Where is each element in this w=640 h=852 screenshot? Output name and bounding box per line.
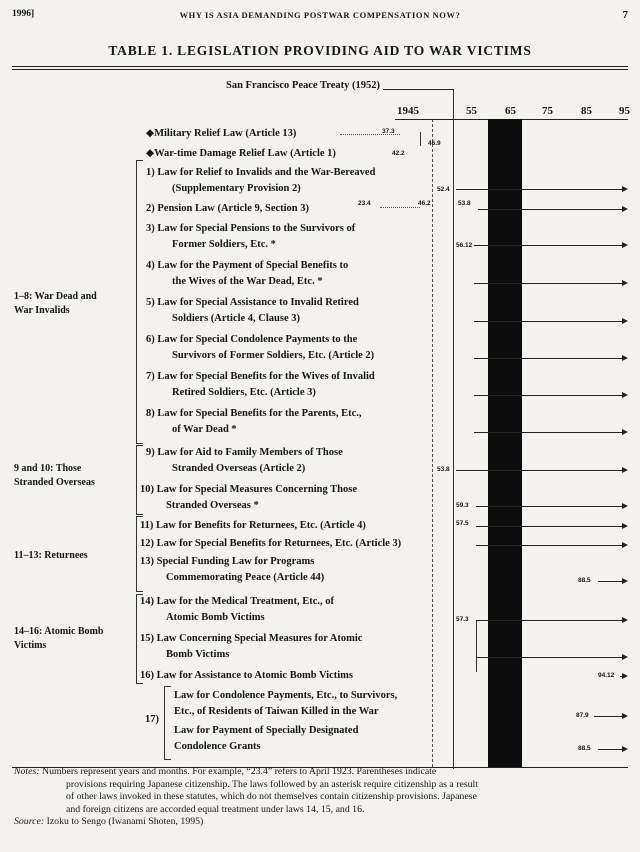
law-text: 12) Law for Special Benefits for Returnees, Etc. (Article 3)	[140, 538, 402, 549]
law-text: 10) Law for Special Measures Concerning Those	[140, 484, 357, 495]
notes-text: Numbers represent years and months. For example, “23.4” refers to April 1923. Parentheses indicate	[42, 766, 437, 777]
date-label: 87.9	[576, 712, 589, 719]
source-text: Izoku to Sengo (Iwanami Shoten, 1995)	[46, 816, 204, 827]
timeline-bar	[594, 716, 626, 717]
rule-top-2	[12, 69, 628, 70]
date-label: 52.4	[437, 186, 450, 193]
timeline-bar	[476, 620, 626, 621]
group-label	[14, 549, 88, 563]
group-label-line: 11–13: Returnees	[14, 550, 88, 561]
timeline-bar	[598, 749, 626, 750]
law-text: (Supplementary Provision 2)	[172, 183, 301, 194]
timeline-bar	[476, 506, 626, 507]
law-text: the Wives of the War Dead, Etc. *	[172, 276, 323, 287]
law-text: ◆Military Relief Law (Article 13)	[146, 128, 297, 139]
group-label-line: 14–16: Atomic Bomb	[14, 626, 104, 637]
law-text: 16) Law for Assistance to Atomic Bomb Victims	[140, 670, 353, 681]
timeline-bar	[420, 132, 421, 146]
group-label-line: War Invalids	[14, 305, 70, 316]
law-text: 3) Law for Special Pensions to the Survivors of	[146, 223, 356, 234]
running-header	[12, 9, 628, 23]
group-label	[14, 290, 97, 318]
law-entry	[146, 201, 309, 217]
law-entry	[140, 668, 353, 684]
treaty-label: San Francisco Peace Treaty (1952)	[226, 80, 380, 91]
date-label: 42.2	[392, 150, 405, 157]
law-entry	[146, 332, 374, 364]
date-label: 53.8	[437, 466, 450, 473]
law-text: Commemorating Peace (Article 44)	[166, 572, 325, 583]
date-label: 57.3	[456, 616, 469, 623]
law-entry	[146, 221, 355, 253]
law-entry	[140, 631, 362, 663]
year-tick: 85	[581, 105, 592, 117]
year-tick: 1945	[397, 105, 419, 117]
law-17-number: 17)	[145, 714, 159, 725]
timeline-bar	[456, 470, 626, 471]
date-label: 53.8	[458, 200, 471, 207]
group-label-line: Victims	[14, 640, 47, 651]
date-label: 23.4	[358, 200, 371, 207]
law-text: ◆War-time Damage Relief Law (Article 1)	[146, 148, 336, 159]
notes-label: Notes:	[14, 766, 40, 777]
timeline-bar	[474, 432, 626, 433]
year-tick: 95	[619, 105, 630, 117]
running-title: WHY IS ASIA DEMANDING POSTWAR COMPENSATION NOW?	[179, 10, 461, 20]
law-entry	[146, 406, 362, 438]
law-text: 8) Law for Special Benefits for the Parents, Etc.,	[146, 408, 362, 419]
timeline-bar	[474, 358, 626, 359]
notes-text: of other laws invoked in these statutes, which do not themselves contain citizenship provisions. Japanese	[66, 791, 477, 802]
timeline-bar	[476, 620, 477, 672]
law-entry	[140, 554, 324, 586]
group-label-line: Stranded Overseas	[14, 477, 95, 488]
law-text: Etc., of Residents of Taiwan Killed in the War	[174, 706, 379, 717]
law-text: 7) Law for Special Benefits for the Wives of Invalid	[146, 371, 375, 382]
law-entry	[174, 688, 397, 720]
page-reference: 1996]	[12, 9, 35, 19]
rule-top	[12, 66, 628, 67]
year-tick: 75	[542, 105, 553, 117]
timeline-bar	[620, 676, 626, 677]
law-entry	[174, 723, 358, 755]
source-line	[14, 816, 620, 829]
law-entry	[146, 165, 375, 197]
law-text: Bomb Victims	[166, 649, 230, 660]
law-entry	[140, 518, 366, 534]
timeline-bar	[476, 545, 626, 546]
date-label: 46.2	[418, 200, 431, 207]
timeline-bar	[456, 189, 626, 190]
timeline-bar	[380, 207, 420, 208]
date-label: 59.3	[456, 502, 469, 509]
timeline-bar	[598, 581, 626, 582]
law-text: 4) Law for the Payment of Special Benefits to	[146, 260, 349, 271]
law-entry	[146, 295, 359, 327]
source-label: Source:	[14, 816, 45, 827]
law-17-brace	[164, 686, 171, 760]
date-label: 57.5	[456, 520, 469, 527]
treaty-leader	[383, 89, 453, 90]
law-text: Law for Condolence Payments, Etc., to Survivors,	[174, 690, 398, 701]
law-text: Stranded Overseas *	[166, 500, 259, 511]
law-text: 2) Pension Law (Article 9, Section 3)	[146, 203, 310, 214]
table-title: TABLE 1. LEGISLATION PROVIDING AID TO WAR VICTIMS	[108, 43, 532, 58]
highlight-band	[488, 119, 522, 767]
dashed-1945-line	[432, 119, 433, 767]
date-label: 94.12	[598, 672, 615, 679]
law-entry	[146, 126, 296, 142]
notes-text: and foreign citizens are accorded equal treatment under laws 14, 15, and 16.	[66, 803, 365, 815]
law-text: 5) Law for Special Assistance to Invalid Retired	[146, 297, 359, 308]
timeline-bar	[474, 395, 626, 396]
group-label	[14, 462, 95, 490]
law-entry	[146, 258, 348, 290]
law-text: Law for Payment of Specially Designated	[174, 725, 359, 736]
group-brace	[136, 160, 143, 444]
law-text: Former Soldiers, Etc. *	[172, 239, 276, 250]
timeline-bar	[474, 321, 626, 322]
date-label: 88.5	[578, 745, 591, 752]
notes-text: provisions requiring Japanese citizenship. The laws followed by an asterisk require citizenship as a result	[66, 778, 478, 790]
law-text: 6) Law for Special Condolence Payments to the	[146, 334, 358, 345]
law-text: of War Dead *	[172, 424, 237, 435]
law-text: 13) Special Funding Law for Programs	[140, 556, 315, 567]
law-text: 15) Law Concerning Special Measures for Atomic	[140, 633, 363, 644]
law-text: 1) Law for Relief to Invalids and the War-Bereaved	[146, 167, 376, 178]
law-entry	[140, 482, 357, 514]
notes-paragraph	[14, 766, 620, 779]
law-text: 11) Law for Benefits for Returnees, Etc. (Article 4)	[140, 520, 366, 531]
law-text: Soldiers (Article 4, Clause 3)	[172, 313, 301, 324]
page-number: 7	[622, 9, 628, 21]
treaty-line	[453, 89, 454, 769]
law-text: Retired Soldiers, Etc. (Article 3)	[172, 387, 316, 398]
timeline-bar	[476, 526, 626, 527]
timeline-bar	[474, 283, 626, 284]
date-label: 46.9	[428, 140, 441, 147]
date-label: 88.5	[578, 577, 591, 584]
timeline-bar	[476, 657, 626, 658]
law-text: Atomic Bomb Victims	[166, 612, 265, 623]
timeline-bar	[478, 209, 626, 210]
law-entry	[146, 369, 375, 401]
law-text: 9) Law for Aid to Family Members of Those	[146, 447, 343, 458]
group-label-line: 1–8: War Dead and	[14, 291, 97, 302]
law-entry	[146, 146, 336, 162]
timeline-bar	[474, 245, 626, 246]
date-label: 37.3	[382, 128, 395, 135]
group-label	[14, 625, 103, 653]
year-tick: 55	[466, 105, 477, 117]
law-text: Stranded Overseas (Article 2)	[172, 463, 306, 474]
law-text: Condolence Grants	[174, 741, 261, 752]
table-notes	[14, 766, 620, 829]
law-text: Survivors of Former Soldiers, Etc. (Article 2)	[172, 350, 375, 361]
year-tick: 65	[505, 105, 516, 117]
date-label: 56.12	[456, 242, 473, 249]
law-entry	[146, 445, 343, 477]
law-entry	[140, 536, 401, 552]
group-label-line: 9 and 10: Those	[14, 463, 82, 474]
law-entry	[140, 594, 334, 626]
law-text: 14) Law for the Medical Treatment, Etc., of	[140, 596, 335, 607]
